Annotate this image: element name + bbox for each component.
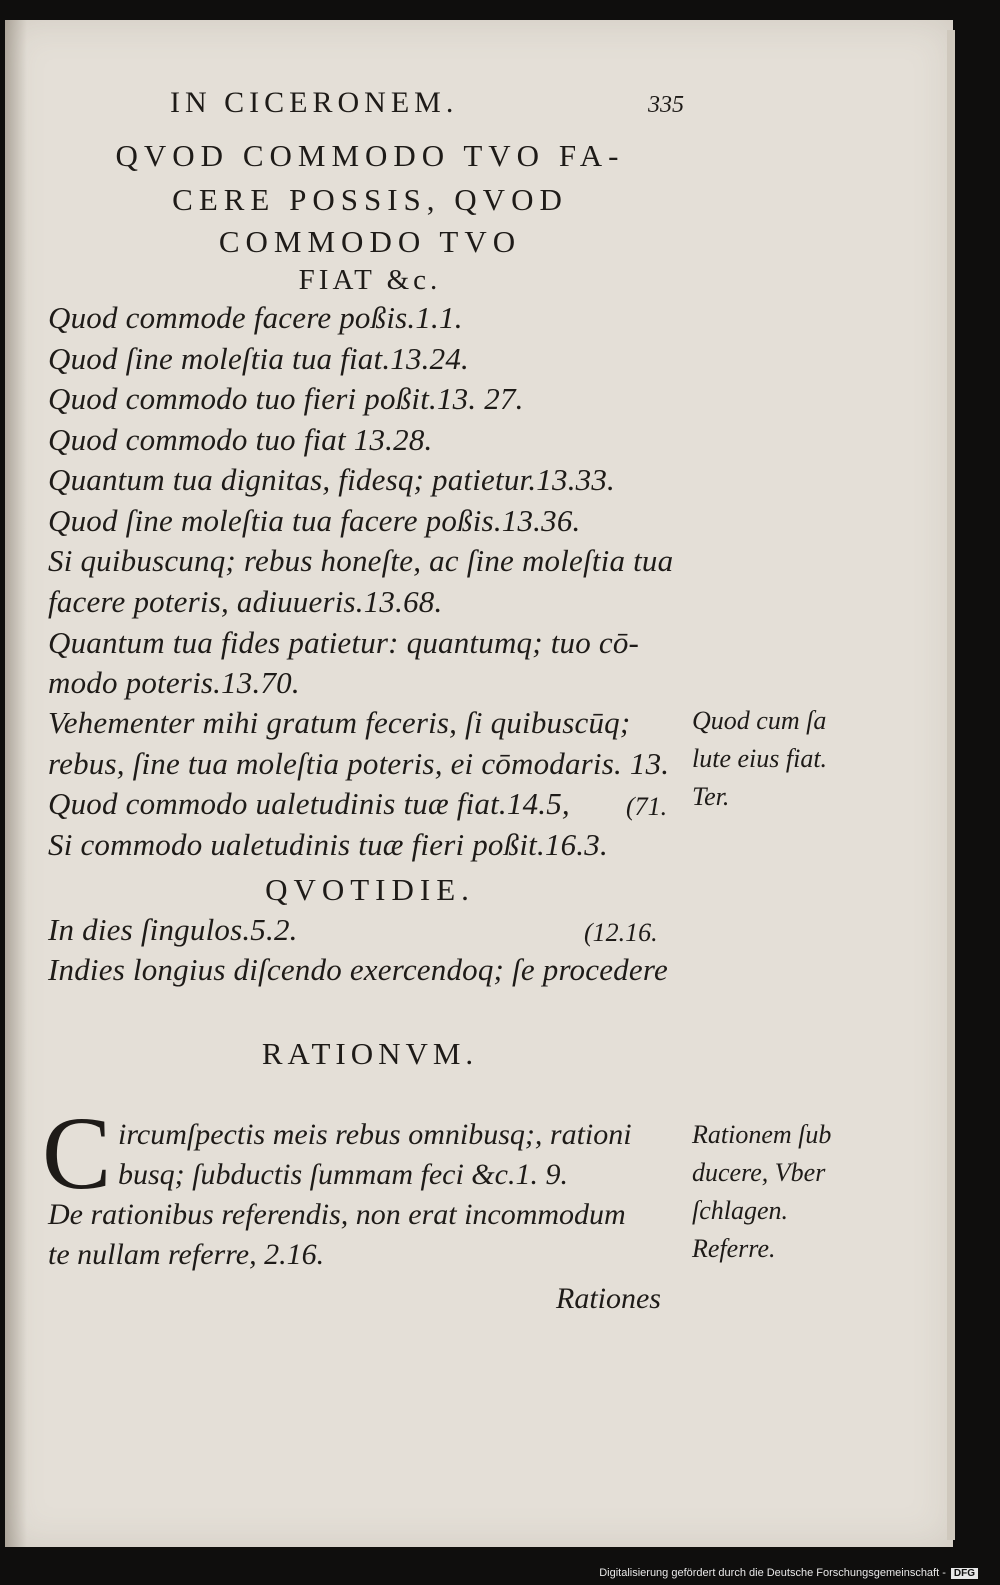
digitization-credit: [599, 1567, 978, 1579]
index-entry: Quantum tua fides patietur: quantumq; tuo cō-: [48, 625, 640, 660]
index-entry: facere poteris, adiuueris.13.68.: [48, 584, 443, 619]
index-entry: modo poteris.13.70.: [48, 665, 300, 700]
index-entry: Indies longius diſcendo exercendoq; ſe procedere: [48, 952, 668, 987]
page-edge: [947, 30, 955, 1540]
margin-note: lute eius fiat.: [692, 744, 828, 773]
index-entry: In dies ſingulos.5.2.: [48, 912, 298, 947]
margin-note: ſchlagen.: [692, 1196, 789, 1225]
section-heading-line-1: QVOD COMMODO TVO FA-: [115, 138, 625, 173]
margin-note: Ter.: [692, 782, 730, 811]
running-head: IN CICERONEM.: [170, 86, 459, 119]
section-heading-line-2: CERE POSSIS, QVOD: [172, 182, 568, 217]
index-entry: Quod ſine moleſtia tua fiat.13.24.: [48, 341, 469, 376]
catchword: Rationes: [556, 1282, 661, 1315]
margin-note: Referre.: [692, 1234, 776, 1263]
section-heading-line-3: COMMODO TVO: [218, 224, 522, 259]
index-entry: rebus, ſine tua moleſtia poteris, ei cōmodaris. 13.: [48, 746, 670, 781]
index-entry: Si quibuscunq; rebus honeſte, ac ſine moleſtia tua: [48, 543, 674, 578]
index-entry: Vehementer mihi gratum feceris, ſi quibuscūq;: [48, 705, 631, 740]
index-entry: Quod commode facere poßis.1.1.: [48, 300, 463, 335]
section-heading: RATIONVM.: [261, 1036, 479, 1071]
dfg-logo: DFG: [951, 1568, 978, 1579]
index-entry: Quod commodo ualetudinis tuæ fiat.14.5,: [48, 786, 570, 821]
drop-cap: C: [42, 1096, 112, 1211]
body-line: te nullam referre, 2.16.: [48, 1238, 325, 1271]
margin-note: Quod cum ſa: [692, 706, 827, 735]
margin-note: Rationem ſub: [692, 1120, 832, 1149]
index-entry: Si commodo ualetudinis tuæ fieri poßit.16.3.: [48, 827, 608, 862]
index-entry: Quantum tua dignitas, fidesq; patietur.13.33.: [48, 462, 615, 497]
entry-continuation: (12.16.: [584, 918, 658, 947]
index-entry: Quod ſine moleſtia tua facere poßis.13.36.: [48, 503, 581, 538]
gutter-shadow: [5, 20, 27, 1547]
page-number: 335: [648, 92, 684, 118]
credit-text: Digitalisierung gefördert durch die Deutsche Forschungsgemeinschaft -: [599, 1567, 946, 1579]
entry-continuation: (71.: [626, 792, 668, 821]
section-heading: QVOTIDIE.: [265, 872, 475, 907]
body-line: De rationibus referendis, non erat incommodum: [48, 1198, 626, 1231]
section-heading-line-4: FIAT &c.: [298, 264, 442, 296]
body-line: busq; ſubductis ſummam feci &c.1. 9.: [118, 1158, 568, 1191]
index-entry: Quod commodo tuo fieri poßit.13. 27.: [48, 381, 524, 416]
index-entry: Quod commodo tuo fiat 13.28.: [48, 422, 433, 457]
margin-note: ducere, Vber: [692, 1158, 826, 1187]
body-line: ircumſpectis meis rebus omnibusq;, rationi: [118, 1118, 632, 1151]
